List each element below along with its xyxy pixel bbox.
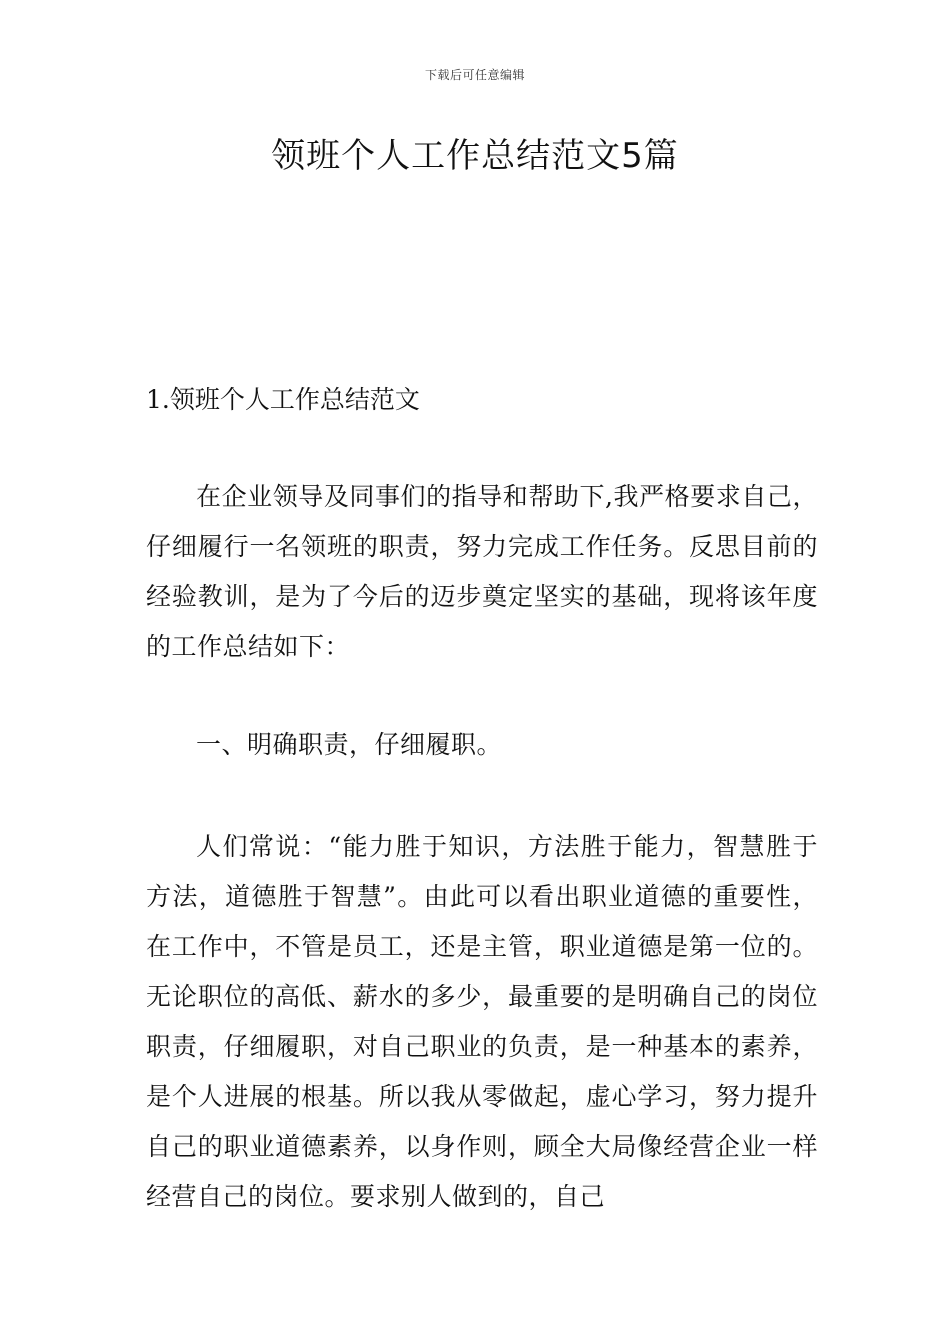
paragraph-body: 人们常说：“能力胜于知识，方法胜于能力，智慧胜于方法，道德胜于智慧”。由此可以看出职业道德的重要性，在工作中，不管是员工，还是主管，职业道德是第一位的。无论职位的高低、薪水的多少，最重要的是明确自己的岗位职责，仔细履职，对自己职业的负责，是一种基本的素养，是个人进展的根基。所以我从零做起，虚心学习，努力提升自己的职业道德素养，以身作则，顾全大局像经营企业一样经营自己的岗位。要求别人做到的，自己 (146, 832, 818, 1211)
paragraph-subheading: 一、明确职责，仔细履职。 (196, 730, 503, 759)
paragraph-intro: 在企业领导及同事们的指导和帮助下,我严格要求自己，仔细履行一名领班的职责，努力完成工作任务。反思目前的经验教训，是为了今后的迈步奠定坚实的基础，现将该年度的工作总结如下： (146, 482, 818, 661)
header-note: 下载后可任意编辑 (424, 68, 525, 82)
document-title: 领班个人工作总结范文5篇 (271, 136, 679, 176)
section-heading: 1.领班个人工作总结范文 (146, 385, 420, 414)
